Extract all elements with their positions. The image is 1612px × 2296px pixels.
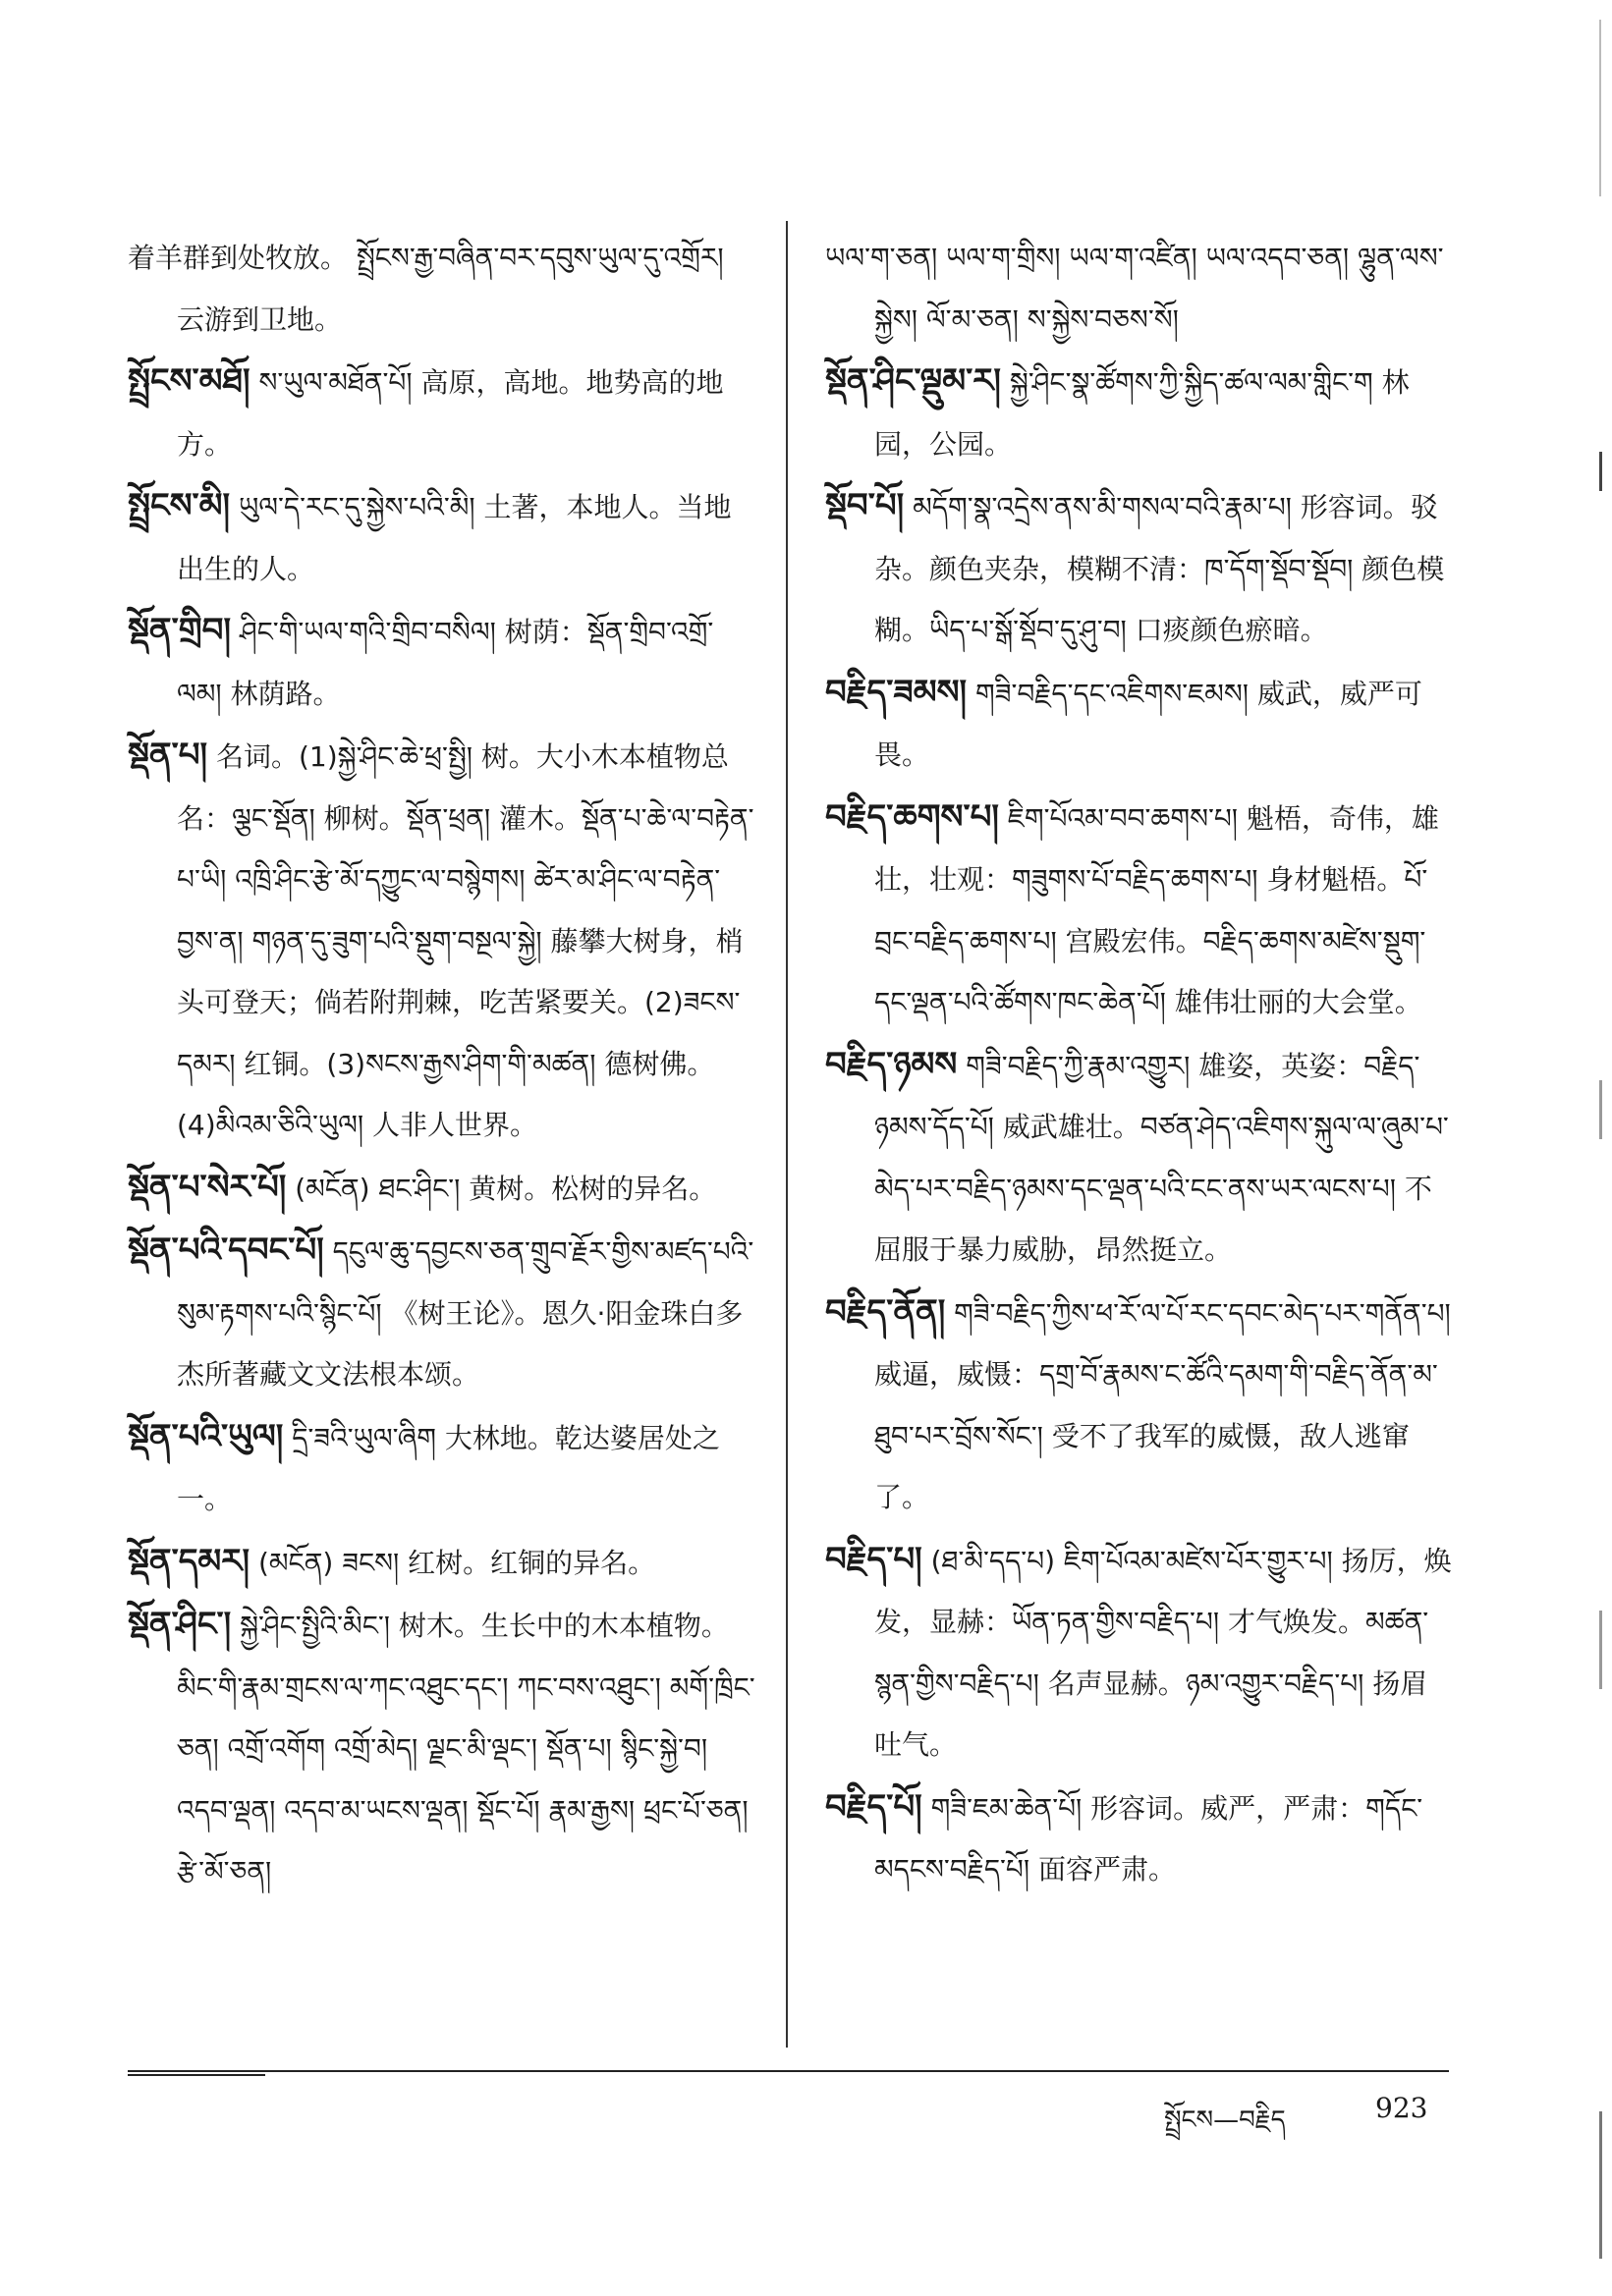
entry-body: ཤིང་གི་ཡལ་གའི་གྲིབ་བསིལ། 树荫：སྡོན་གྲིབ་འགྲོ་ལམ། 林荫路。 (177, 616, 714, 710)
entry-body: 名词。(1)སྐྱེ་ཤིང་ཆེ་ཕྲ་སྤྱི། 树。大小木本植物总名：ལྕང་སྡོན། 柳树。སྡོན་ཕྲན། 灌木。སྡོན་པ་ཆེ་ལ་བརྟེན་པ་ཡི། འཁྲི་ཤིང་རྩེ་མོ་དཀྱུང་ལ་བསྙེགས། ཚེར་མ་ཤིང་ལ་བརྟེན་བྱས་ན། གཉན་དུ་ཟུག་པའི་སྡུག་བསྔལ་སྐྱེ། 藤攀大树身，梢头可登天；倘若附荆棘，吃苦紧要关。(2)ཟངས་དམར། 红铜。(3)སངས་རྒྱས་ཤིག་གི་མཚན། 德树佛。(4)མིའམ་ཅིའི་ཡུལ། 人非人世界。 (177, 740, 754, 1141)
entry-body: 着羊群到处牧放。 སྤྲོངས་རྒྱ་བཞིན་བར་དབུས་ཡུལ་དུ་འགྲོར། 云游到卫地。 (128, 242, 724, 336)
entry-body: གཟི་བརྗིད་ཀྱིས་ཕ་རོ་ལ་པོ་རང་དབང་མེད་པར་གནོན་པ། 威逼，威慑：དགྲ་བོ་རྣམས་ང་ཚོའི་དམག་གི་བརྗིད་ནོན་མ་ཐུབ་པར་བྲོས་སོང་། 受不了我军的威慑，敌人逃窜了。 (874, 1296, 1451, 1513)
entry-body: ཡལ་ག་ཅན། ཡལ་ག་གྲིས། ཡལ་ག་འཛིན། ཡལ་འདབ་ཅན། ལྷུན་ལས་སྐྱེས། ལོ་མ་ཅན། ས་སྐྱེས་བཅས་སོ། (825, 242, 1444, 336)
entry-headword: སྤྲོངས་མཐོ། (128, 361, 250, 401)
dictionary-entry (128, 1220, 756, 1406)
entry-headword: བརྗིད་པོ། (825, 1786, 922, 1827)
scan-edge-mark (1599, 2111, 1602, 2259)
dictionary-entry (128, 1531, 756, 1595)
entry-headword: སྡོན་པའི་ཡུལ། (128, 1416, 284, 1456)
dictionary-entry (128, 1594, 756, 1903)
entry-body: དྲི་ཟའི་ཡུལ་ཞིག 大林地。乾达婆居处之一。 (177, 1421, 720, 1515)
dictionary-entry (825, 1777, 1454, 1901)
dictionary-entry (825, 1282, 1454, 1529)
dictionary-entry (825, 226, 1454, 351)
entry-body: གཟི་ཇམ་ཆེན་པོ། 形容词。威严，严肃：གདོང་མདངས་བརྗིད་པོ། 面容严肃。 (874, 1791, 1423, 1886)
entry-body: ཡུལ་དེ་རང་དུ་སྐྱེས་པའི་མི། 土著，本地人。当地出生的人。 (177, 491, 732, 585)
left-column (128, 226, 756, 1903)
entry-body: མདོག་སྣ་འདྲེས་ནས་མི་གསལ་བའི་རྣམ་པ། 形容词。驳杂。颜色夹杂，模糊不清：ཁ་དོག་སྡོབ་སྡོབ། 颜色模糊。ཡིད་པ་སྒོ་སྡོབ་དུ་ཤུ་བ། 口痰颜色瘀暗。 (874, 491, 1445, 646)
entry-headword: སྡོན་པ་སེར་པོ། (128, 1167, 287, 1207)
dictionary-entry (825, 787, 1454, 1034)
dictionary-entry (128, 725, 756, 1157)
entry-headword: སྡོན་དམར། (128, 1541, 250, 1581)
entry-body: སྐྱེ་ཤིང་སྣ་ཚོགས་ཀྱི་སྐྱིད་ཚལ་ལམ་གླིང་ག 林园，公园。 (874, 366, 1410, 461)
page-number: 923 (1375, 2092, 1428, 2124)
entry-headword: སྡོབ་པོ། (825, 486, 905, 525)
entry-body: སྐྱེ་ཤིང་སྤྱིའི་མིང་། 树木。生长中的木本植物。མིང་གི་རྣམ་གྲངས་ལ་ཀང་འཐུང་དང་། ཀང་བས་འཐུང་། མགོ་ཁྲིང་ཅན། འགྲོ་འགོག འགྲོ་མེད། ལྗང་མི་ལྡང་། སྡོན་པ། སྙིང་སྐྱེ་བ། འདབ་ལྡན། འདབ་མ་ཡངས་ལྡན། སྡོང་པོ། རྣམ་རྒྱས། ཕྲང་པོ་ཅན། རྩེ་མོ་ཅན། (177, 1610, 755, 1887)
dictionary-entry (128, 600, 756, 725)
scan-edge-mark (1599, 452, 1602, 491)
entry-headword: སྡོན་གྲིབ། (128, 611, 232, 650)
entry-headword: སྡོན་ཤིང་། (128, 1605, 232, 1644)
entry-body: གཟི་བརྗིད་ཀྱི་རྣམ་འགྱུར། 雄姿，英姿：བརྗིད་ཉམས་དོད་པོ། 威武雄壮。བཙན་ཤེད་འཇིགས་སྐུལ་ལ་ཞུམ་པ་མེད་པར་བརྗིད་ཉམས་དང་ལྡན་པའི་ངང་ནས་ཡར་ལངས་པ། 不屈服于暴力威胁，昂然挺立。 (874, 1049, 1449, 1266)
entry-headword: བརྗིད་ཆགས་པ། (825, 796, 999, 837)
entry-body: དངུལ་ཆུ་དབྱངས་ཅན་གྲུབ་རྗོར་གྱིས་མཛད་པའི་སུམ་རྟགས་པའི་སྙིང་པོ། 《树王论》。恩久·阳金珠白多杰所著藏文文法根本颂。 (177, 1235, 754, 1391)
scan-edge-mark (1599, 20, 1601, 196)
entry-headword: སྤྲོངས་མི། (128, 486, 231, 525)
entry-headword: བརྗིད་ཟམས། (825, 672, 968, 712)
scan-edge-mark (1599, 1080, 1602, 1139)
entry-body: (མངོན) ཐང་ཤིང་། 黄树。松树的异名。 (295, 1172, 717, 1205)
entry-headword: བརྗིད་ཉམས (825, 1044, 958, 1084)
entry-headword: བརྗིད་ནོན། (825, 1291, 946, 1332)
footer-rule (128, 2070, 1449, 2072)
dictionary-entry (825, 1034, 1454, 1282)
entry-body: ས་ཡུལ་མཐོན་པོ། 高原，高地。地势高的地方。 (177, 366, 724, 461)
dictionary-entry (825, 475, 1454, 662)
scan-edge-mark (1599, 1611, 1602, 1689)
dictionary-entry (128, 475, 756, 600)
dictionary-entry (128, 226, 756, 351)
entry-body: (མངོན) ཟངས། 红树。红铜的异名。 (257, 1546, 656, 1579)
entry-headword: སྡོན་པ། (128, 736, 208, 775)
dictionary-entry (128, 351, 756, 475)
entry-headword: བརྗིད་པ། (825, 1539, 922, 1579)
entry-headword: སྡོན་པའི་དབང་པོ། (128, 1230, 324, 1270)
entry-body: (ཐ་མི་དད་པ) ཇིག་པོའམ་མཛེས་པོར་གྱུར་པ། 扬厉，焕发，显赫：ཡོན་ཏན་གྱིས་བརྗིད་པ། 才气焕发。མཚན་སྙན་གྱིས་བརྗིད་པ། 名声显赫。ཉམ་འགྱུར་བརྗིད་པ། 扬眉吐气。 (874, 1544, 1452, 1761)
entry-body: ཇིག་པོའམ་བབ་ཆགས་པ། 魁梧，奇伟，雄壮，壮观：གཟུགས་པོ་བརྗིད་ཆགས་པ། 身材魁梧。པོ་བྲང་བརྗིད་ཆགས་པ། 宫殿宏伟。བརྗིད་ཆགས་མཛེས་སྡུག་དང་ལྡན་པའི་ཚོགས་ཁང་ཆེན་པོ། 雄伟壮丽的大会堂。 (874, 801, 1439, 1018)
column-divider (786, 221, 788, 2048)
dictionary-entry (825, 1529, 1454, 1777)
right-column (825, 226, 1454, 1901)
running-head: སྤྲོངས—བརྗིད (1164, 2105, 1286, 2135)
entry-headword: སྡོན་ཤིང་ལྡུམ་ར། (825, 361, 1001, 401)
dictionary-entry (825, 662, 1454, 787)
dictionary-entry (825, 351, 1454, 475)
dictionary-entry (128, 1406, 756, 1531)
footer-rule-accent (128, 2074, 265, 2076)
dictionary-entry (128, 1157, 756, 1221)
entry-body: གཟི་བརྗིད་དང་འཇིགས་ཇམས། 威武，威严可畏。 (874, 677, 1422, 771)
